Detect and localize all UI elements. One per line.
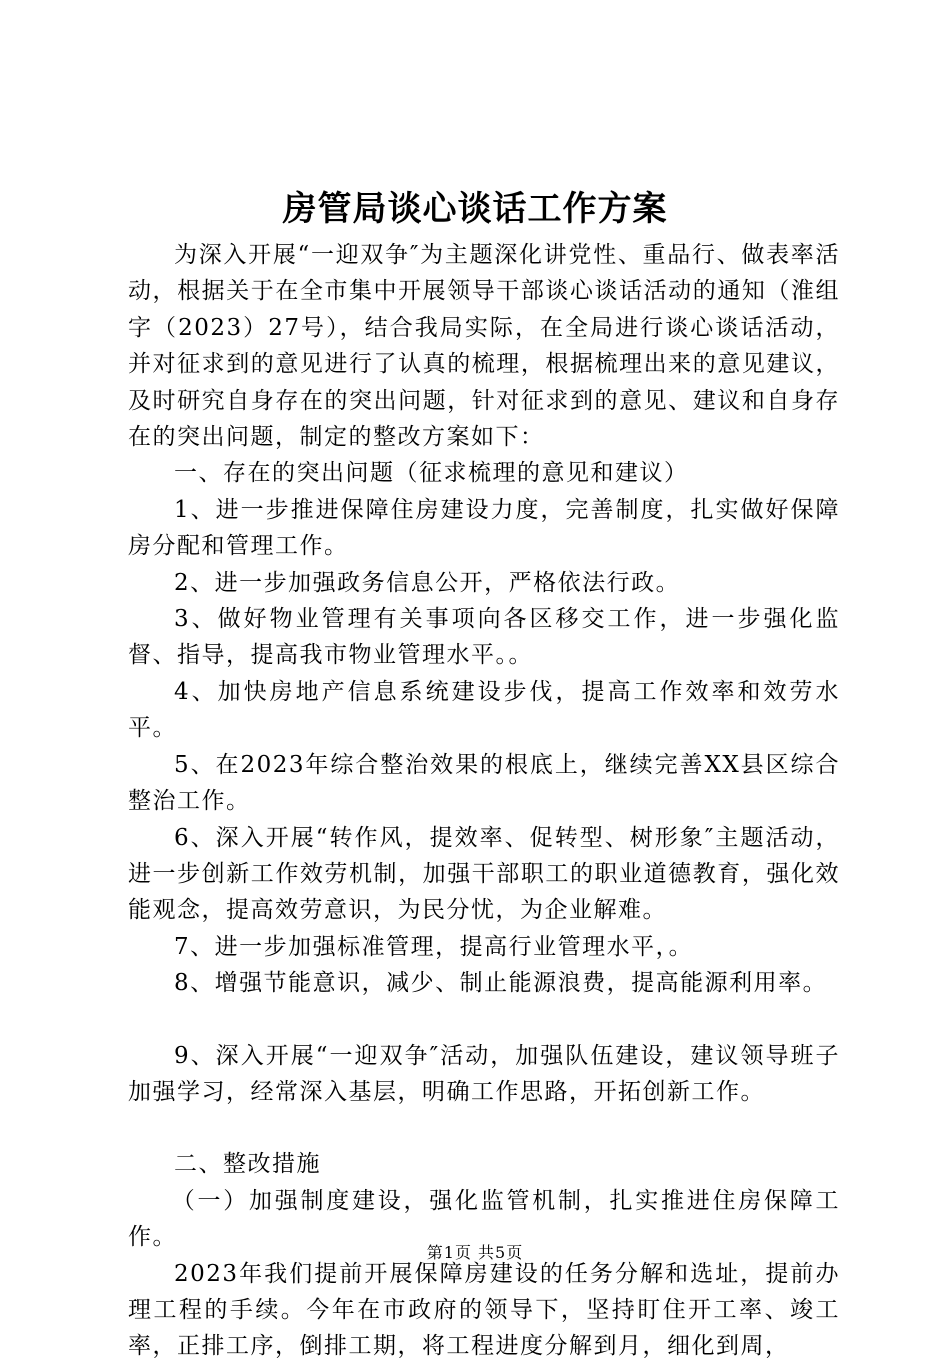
paragraph-intro: 为深入开展“一迎双争″为主题深化讲党性、重品行、做表率活动，根据关于在全市集中开展领导干部谈心谈话活动的通知（淮组字（2023）27号），结合我局实际，在全局进行谈心谈话活动，并对征求到的意见进行了认真的梳理，根据梳理出来的意见建议，及时研究自身存在的突出问题，针对征求到的意见、建议和自身存在的突出问题，制定的整改方案如下：: [128, 242, 840, 451]
document-title: 房管局谈心谈话工作方案: [282, 189, 668, 229]
list-item-1: 1、进一步推进保障住房建设力度，完善制度，扎实做好保障房分配和管理工作。: [128, 496, 840, 560]
list-item-5: 5、在2023年综合整治效果的根底上，继续完善XX县区综合整治工作。: [128, 751, 840, 815]
list-item-6: 6、深入开展“转作风，提效率、促转型、树形象″主题活动，进一步创新工作效劳机制，加强干部职工的职业道德教育，强化效能观念，提高效劳意识，为民分忧，为企业解难。: [128, 824, 840, 924]
list-item-9: 9、深入开展“一迎双争″活动，加强队伍建设，建议领导班子加强学习，经常深入基层，明确工作思路，开拓创新工作。: [128, 1042, 840, 1105]
section-heading-problems: 一、存在的突出问题（征求梳理的意见和建议）: [174, 460, 689, 487]
list-item-3: 3、做好物业管理有关事项向各区移交工作，进一步强化监督、指导，提高我市物业管理水平。。: [128, 606, 840, 669]
document-body: [128, 237, 840, 1365]
list-item-7: 7、进一步加强标准管理，提高行业管理水平，。: [174, 933, 694, 960]
list-item-2: 2、进一步加强政务信息公开，严格依法行政。: [174, 569, 681, 596]
page-number: 第1页 共5页: [426, 1243, 524, 1262]
paragraph-measures-1: 2023年我们提前开展保障房建设的任务分解和选址，提前办理工程的手续。今年在市政府的领导下，坚持盯住开工率、竣工率，正排工序，倒排工期，将工程进度分解到月，细化到周，: [128, 1260, 840, 1360]
list-item-8: 8、增强节能意识，减少、制止能源浪费，提高能源利用率。: [174, 970, 828, 997]
section-heading-measures: 二、整改措施: [174, 1151, 321, 1178]
list-item-4: 4、加快房地产信息系统建设步伐，提高工作效率和效劳水平。: [128, 678, 840, 742]
subsection-heading-1: （一）加强制度建设，强化监管机制，扎实推进住房保障工作。: [128, 1187, 840, 1251]
